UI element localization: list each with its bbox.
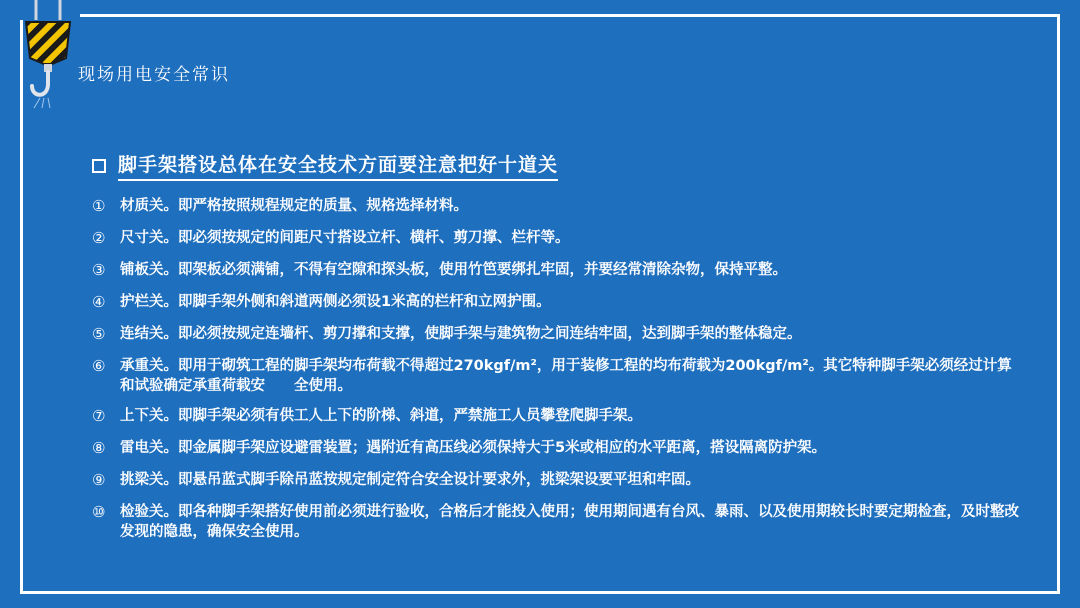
item-text: 检验关。即各种脚手架搭好使用前必须进行验收，合格后才能投入使用；使用期间遇有台风、暴雨、以及使用期较长时要定期检查，及时整改发现的隐患，确保安全使用。 (120, 504, 1019, 540)
item-text: 承重关。即用于砌筑工程的脚手架均布荷载不得超过270kgf/m²，用于装修工程的均布荷载为200kgf/m²。其它特种脚手架必须经过计算和试验确定承重荷载安 全使用。 (120, 358, 1012, 394)
item-number: ③ (92, 261, 106, 279)
bullet-square-icon (92, 159, 106, 173)
list-item (92, 228, 1022, 248)
item-number: ⑨ (92, 471, 106, 489)
list-item (92, 406, 1022, 426)
item-number: ② (92, 229, 106, 247)
list-item (92, 438, 1022, 458)
item-text: 雷电关。即金属脚手架应设避雷装置；遇附近有高压线必须保持大于5米或相应的水平距离，搭设隔离防护架。 (120, 440, 827, 456)
item-text: 上下关。即脚手架必须有供工人上下的阶梯、斜道，严禁施工人员攀登爬脚手架。 (120, 408, 642, 424)
heading-text: 脚手架搭设总体在安全技术方面要注意把好十道关 (118, 150, 558, 181)
item-text: 尺寸关。即必须按规定的间距尺寸搭设立杆、横杆、剪刀撑、栏杆等。 (120, 230, 570, 246)
list-item (92, 470, 1022, 490)
list-item (92, 292, 1022, 312)
list-item (92, 502, 1022, 542)
list-item (92, 196, 1022, 216)
item-number: ⑥ (92, 357, 106, 375)
list-item (92, 260, 1022, 280)
item-number: ⑦ (92, 407, 106, 425)
item-number: ⑤ (92, 325, 106, 343)
item-text: 铺板关。即架板必须满铺，不得有空隙和探头板，使用竹笆要绑扎牢固，并要经常清除杂物，保持平整。 (120, 262, 787, 278)
item-number: ⑧ (92, 439, 106, 457)
item-text: 连结关。即必须按规定连墙杆、剪刀撑和支撑，使脚手架与建筑物之间连结牢固，达到脚手架的整体稳定。 (120, 326, 802, 342)
slide-title: 现场用电安全常识 (78, 65, 230, 85)
item-number: ④ (92, 293, 106, 311)
crane-hook-icon (20, 0, 80, 110)
item-number: ⑩ (92, 503, 106, 521)
item-text: 材质关。即严格按照规程规定的质量、规格选择材料。 (120, 198, 468, 214)
item-text: 护栏关。即脚手架外侧和斜道两侧必须设1米高的栏杆和立网护围。 (120, 294, 551, 310)
list-item (92, 356, 1022, 396)
rules-list (92, 196, 1022, 552)
list-item (92, 324, 1022, 344)
section-heading (92, 150, 558, 181)
item-number: ① (92, 197, 106, 215)
item-text: 挑梁关。即悬吊蓝式脚手除吊蓝按规定制定符合安全设计要求外，挑梁架设要平坦和牢固。 (120, 472, 700, 488)
